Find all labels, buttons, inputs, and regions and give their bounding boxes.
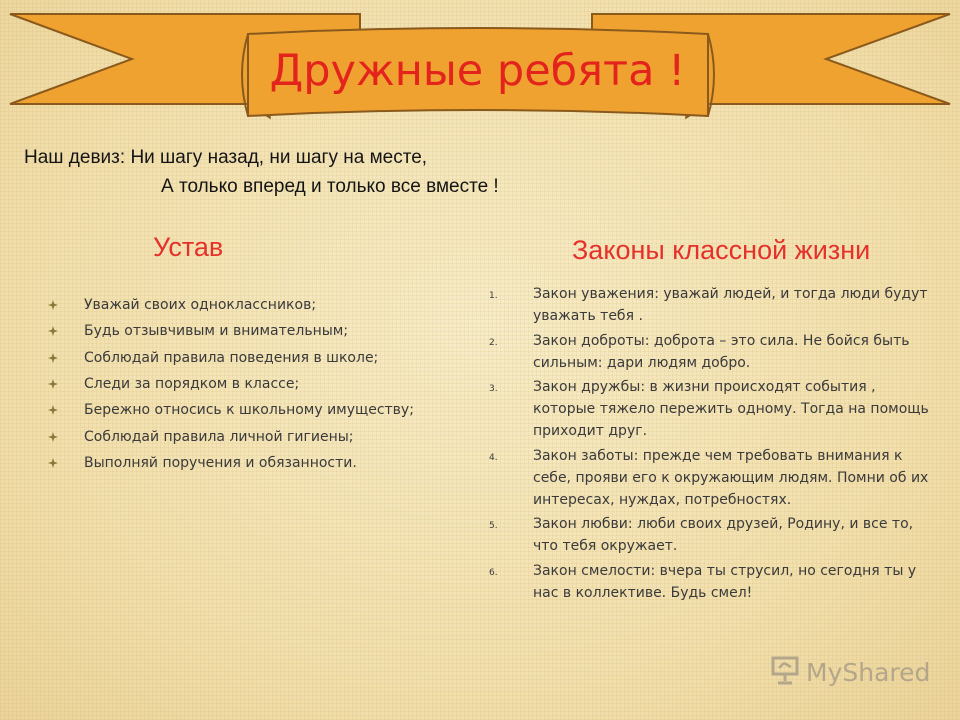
presentation-board-icon xyxy=(770,654,802,690)
law-number: 2. xyxy=(489,337,498,348)
law-item xyxy=(489,560,939,604)
law-number: 6. xyxy=(489,567,498,578)
charter-item-text: Следи за порядком в классе; xyxy=(84,376,300,393)
laws-heading: Законы классной жизни xyxy=(572,235,871,265)
law-text: Закон дружбы: в жизни происходят события , которые тяжело пережить одному. Тогда на помощь приходит друг. xyxy=(533,379,929,440)
laws-list xyxy=(489,283,939,607)
diamond-bullet-icon xyxy=(48,353,84,363)
law-text: Закон смелости: вчера ты струсил, но сегодня ты у нас в коллективе. Будь смел! xyxy=(533,562,917,601)
law-item xyxy=(489,283,939,327)
page-title: Дружные ребята ! xyxy=(269,46,686,96)
charter-item-text: Уважай своих одноклассников; xyxy=(84,297,317,314)
charter-list xyxy=(48,292,414,476)
charter-item xyxy=(48,318,414,344)
charter-item xyxy=(48,371,414,397)
motto-line-2: А только вперед и только все вместе ! xyxy=(161,176,499,197)
charter-item-text: Будь отзывчивым и внимательным; xyxy=(84,323,349,340)
law-item xyxy=(489,513,939,557)
law-number: 1. xyxy=(489,291,498,301)
law-text: Закон любви: люби своих друзей, Родину, и все то, что тебя окружает. xyxy=(533,516,914,555)
charter-item-text: Выполняй поручения и обязанности. xyxy=(84,454,357,471)
law-text: Закон доброты: доброта – это сила. Не бойся быть сильным: дари людям добро. xyxy=(533,332,910,371)
law-item xyxy=(489,376,939,442)
watermark-text: MyShared xyxy=(806,657,931,687)
charter-item-text: Соблюдай правила личной гигиены; xyxy=(84,428,354,445)
law-number: 5. xyxy=(489,521,498,532)
charter-heading: Устав xyxy=(153,232,224,262)
law-item xyxy=(489,330,939,374)
charter-item xyxy=(48,450,414,476)
motto-line-1: Наш девиз: Ни шагу назад, ни шагу на месте, xyxy=(24,147,428,168)
charter-item xyxy=(48,292,414,318)
diamond-bullet-icon xyxy=(48,432,84,442)
law-text: Закон уважения: уважай людей, и тогда люди будут уважать тебя . xyxy=(533,286,928,324)
charter-item xyxy=(48,423,414,449)
charter-item-text: Соблюдай правила поведения в школе; xyxy=(84,349,379,366)
law-item xyxy=(489,445,939,511)
watermark xyxy=(770,654,930,690)
diamond-bullet-icon xyxy=(48,379,84,389)
charter-item xyxy=(48,397,414,423)
diamond-bullet-icon xyxy=(48,405,84,415)
diamond-bullet-icon xyxy=(48,300,84,310)
diamond-bullet-icon xyxy=(48,326,84,336)
charter-item xyxy=(48,345,414,371)
law-number: 3. xyxy=(489,384,498,395)
law-number: 4. xyxy=(489,452,498,463)
diamond-bullet-icon xyxy=(48,458,84,468)
law-text: Закон заботы: прежде чем требовать внимания к себе, прояви его к окружающим людям. Помни об их интересах, нуждах, потребностях. xyxy=(533,447,929,508)
charter-item-text: Бережно относись к школьному имуществу; xyxy=(84,402,414,419)
